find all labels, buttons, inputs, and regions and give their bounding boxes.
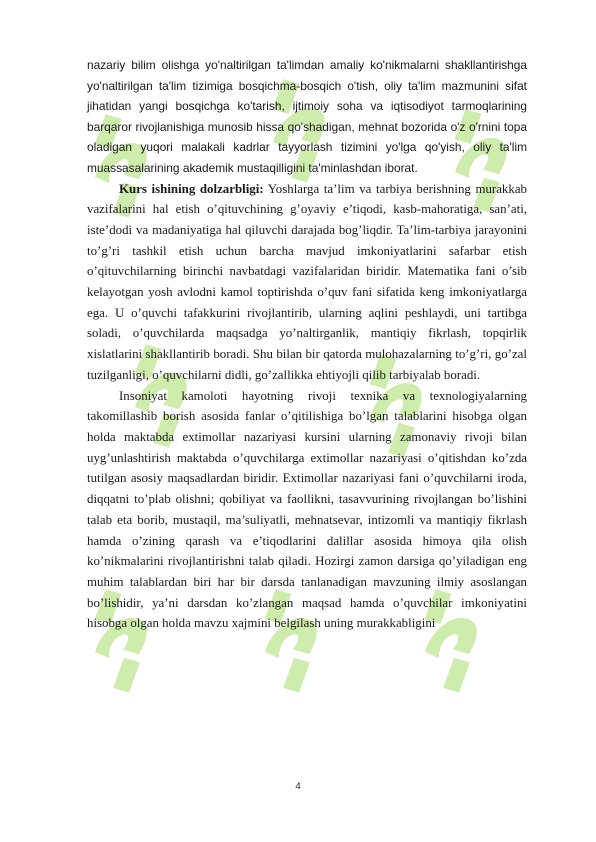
paragraph-relevance-body: Yoshlarga ta’lim va tarbiya berishning murakkab vazifalarini hal etish o’qituvchining g’oyaviy e’tiqodi, kasb-mahoratiga, san’ati, iste’dodi va madaniyatiga hal qiluvchi darajada bog’liqdir. Ta’lim-tarbiya jarayonini to’g’ri tashkil etish uchun barcha mavjud imkoniyatlarini safarbar etish o’qituvchilarning birinchi navbatdagi vazifalaridan biridir. Matematika fani o’sib kelayotgan yosh avlodni kamol toptirishda o’quv fani sifatida keng imkoniyatlarga ega. U o’quvchi tafakkurini rivojlantirib, ularning aqlini peshlaydi, uni tartibga soladi, o’quvchilarda maqsadga yo’naltirganlik, mantiqiy fikrlash, topqirlik xislatlarini shakllantirib boradi. Shu bilan bir qatorda mulohazalarning to’g’ri, go’zal tuzilganligi, o’quvchilarni didli, go’zallikka ehtiyojli qilib tarbiyalab boradi. [87, 181, 527, 382]
document-page [87, 55, 527, 634]
paragraph-intro: nazariy bilim olishga yo'naltirilgan ta'limdan amaliy ko'nikmalarni shakllantirishga yo'naltirilgan ta'lim tizimiga bosqichma-bosqich o'tish, oliy ta'lim mazmunini sifat jihatidan yangi bosqichga ko'tarish, ijtimoiy soha va iqtisodiyot tarmoqlarining barqaror rivojlanishiga munosib hissa qo'shadigan, mehnat bozorida o'z o'rnini topa oladigan yuqori malakali kadrlar tayyorlash tizimini yo'lga qo'yish, oliy ta'lim muassasalarining akademik mustaqilligini ta'minlashdan iborat. [87, 58, 527, 175]
paragraph-probability: Insoniyat kamoloti hayotning rivoji texnika va texnologiyalarning takomillashib borish asosida fanlar o’qitilishiga bo’lgan talablarini hisobga olgan holda maktabda extimollar nazariyasi kursini ularning zamonaviy rivoji bilan uyg’unlashtirish maktabda o’quvchilarga extimollar nazariyasi o’qitishdan ko’zda tutilgan asosiy maqsadlardan biridir. Extimollar nazariyasi fani o’quvchilarni iroda, diqqatni to’plab olishni; qobiliyat va faollikni, tasavvurining rivojlangan bo’lishini talab eta borib, mustaqil, ma’suliyatli, mehnatsevar, intizomli va mantiqiy fikrlash hamda o’zining qarash va e’tiqodlarini dalillar asosida himoya qila olish ko’nikmalarini rivojlantirishni talab qiladi. Hozirgi zamon darsiga qo’yiladigan eng muhim talablardan biri har bir darsda tanlanadigan mavzuning ilmiy asoslangan bo’lishidir, ya’ni darsdan ko’zlangan maqsad hamda o’quvchilar imkoniyatini hisobga olgan holda mavzu xajmini belgilash uning murakkabligini [87, 388, 527, 631]
paragraph-relevance [87, 179, 527, 386]
paragraph-heading: Kurs ishining dolzarbligi: [119, 181, 264, 196]
page-number: 4 [295, 781, 301, 792]
